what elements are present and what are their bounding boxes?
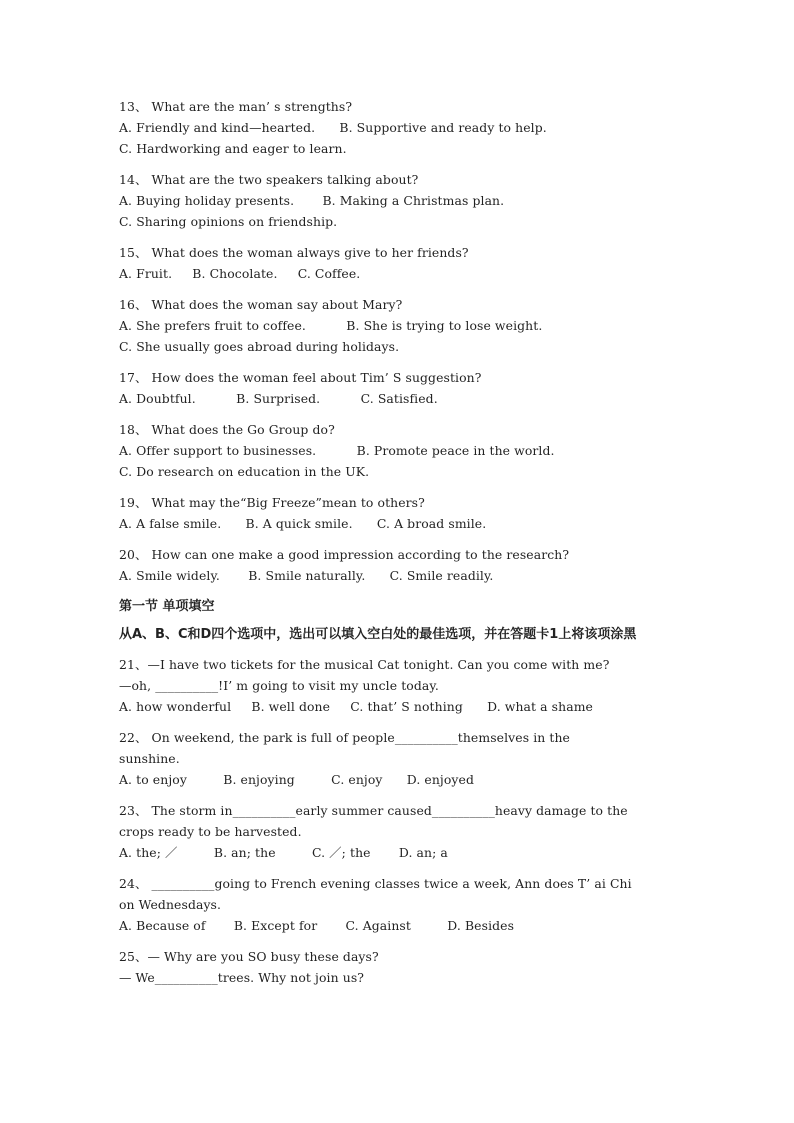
question-text: 15、 What does the woman always give to her friends? (119, 245, 469, 260)
question-line: 23、 The storm in__________early summer caused__________heavy damage to the (119, 803, 628, 818)
question-24 (119, 873, 679, 936)
option-line: C. Sharing opinions on friendship. (119, 214, 338, 229)
question-text: 14、 What are the two speakers talking about? (119, 172, 419, 187)
option-line: C. Do research on education in the UK. (119, 464, 370, 479)
question-line: 25、— Why are you SO busy these days? (119, 949, 379, 964)
question-19 (119, 492, 679, 534)
question-line: 21、—I have two tickets for the musical Cat tonight. Can you come with me? (119, 657, 610, 672)
option-line: A. to enjoy B. enjoying C. enjoy D. enjoyed (119, 772, 474, 787)
option-line: A. She prefers fruit to coffee. B. She is trying to lose weight. (119, 318, 543, 333)
question-text: 18、 What does the Go Group do? (119, 422, 335, 437)
question-20 (119, 544, 679, 586)
option-line: A. Fruit. B. Chocolate. C. Coffee. (119, 266, 361, 281)
option-line: A. Buying holiday presents. B. Making a Christmas plan. (119, 193, 505, 208)
question-text: 16、 What does the woman say about Mary? (119, 297, 403, 312)
question-21 (119, 654, 679, 717)
question-line: 22、 On weekend, the park is full of people__________themselves in the (119, 730, 570, 745)
question-text: 13、 What are the man’ s strengths? (119, 99, 353, 114)
question-22 (119, 727, 679, 790)
section-heading: 第一节 单项填空 (119, 599, 215, 614)
question-line: 24、 __________going to French evening classes twice a week, Ann does T’ ai Chi (119, 876, 632, 891)
option-line: A. the; ／ B. an; the C. ／; the D. an; a (119, 845, 448, 860)
option-line: A. Smile widely. B. Smile naturally. C. Smile readily. (119, 568, 494, 583)
question-line: —oh, __________!I’ m going to visit my uncle today. (119, 678, 439, 693)
question-13 (119, 96, 679, 159)
question-line: — We__________trees. Why not join us? (119, 970, 365, 985)
question-line: on Wednesdays. (119, 897, 222, 912)
question-16 (119, 294, 679, 357)
question-17 (119, 367, 679, 409)
question-15 (119, 242, 679, 284)
option-line: A. Friendly and kind—hearted. B. Supportive and ready to help. (119, 120, 547, 135)
exam-page (119, 96, 679, 998)
option-line: A. Offer support to businesses. B. Promote peace in the world. (119, 443, 555, 458)
question-text: 17、 How does the woman feel about Tim’ S suggestion? (119, 370, 482, 385)
option-line: A. how wonderful B. well done C. that’ S nothing D. what a shame (119, 699, 593, 714)
option-line: A. Doubtful. B. Surprised. C. Satisfied. (119, 391, 438, 406)
question-line: crops ready to be harvested. (119, 824, 302, 839)
question-line: sunshine. (119, 751, 180, 766)
question-14 (119, 169, 679, 232)
question-25 (119, 946, 679, 988)
question-18 (119, 419, 679, 482)
question-23 (119, 800, 679, 863)
option-line: C. Hardworking and eager to learn. (119, 141, 347, 156)
question-text: 20、 How can one make a good impression according to the research? (119, 547, 570, 562)
section-instruction: 从A、B、C和D四个选项中，选出可以填入空白处的最佳选项，并在答题卡1上将该项涂黑 (119, 627, 637, 642)
option-line: C. She usually goes abroad during holidays. (119, 339, 400, 354)
question-text: 19、 What may the“Big Freeze”mean to others? (119, 495, 425, 510)
option-line: A. A false smile. B. A quick smile. C. A broad smile. (119, 516, 487, 531)
option-line: A. Because of B. Except for C. Against D. Besides (119, 918, 515, 933)
